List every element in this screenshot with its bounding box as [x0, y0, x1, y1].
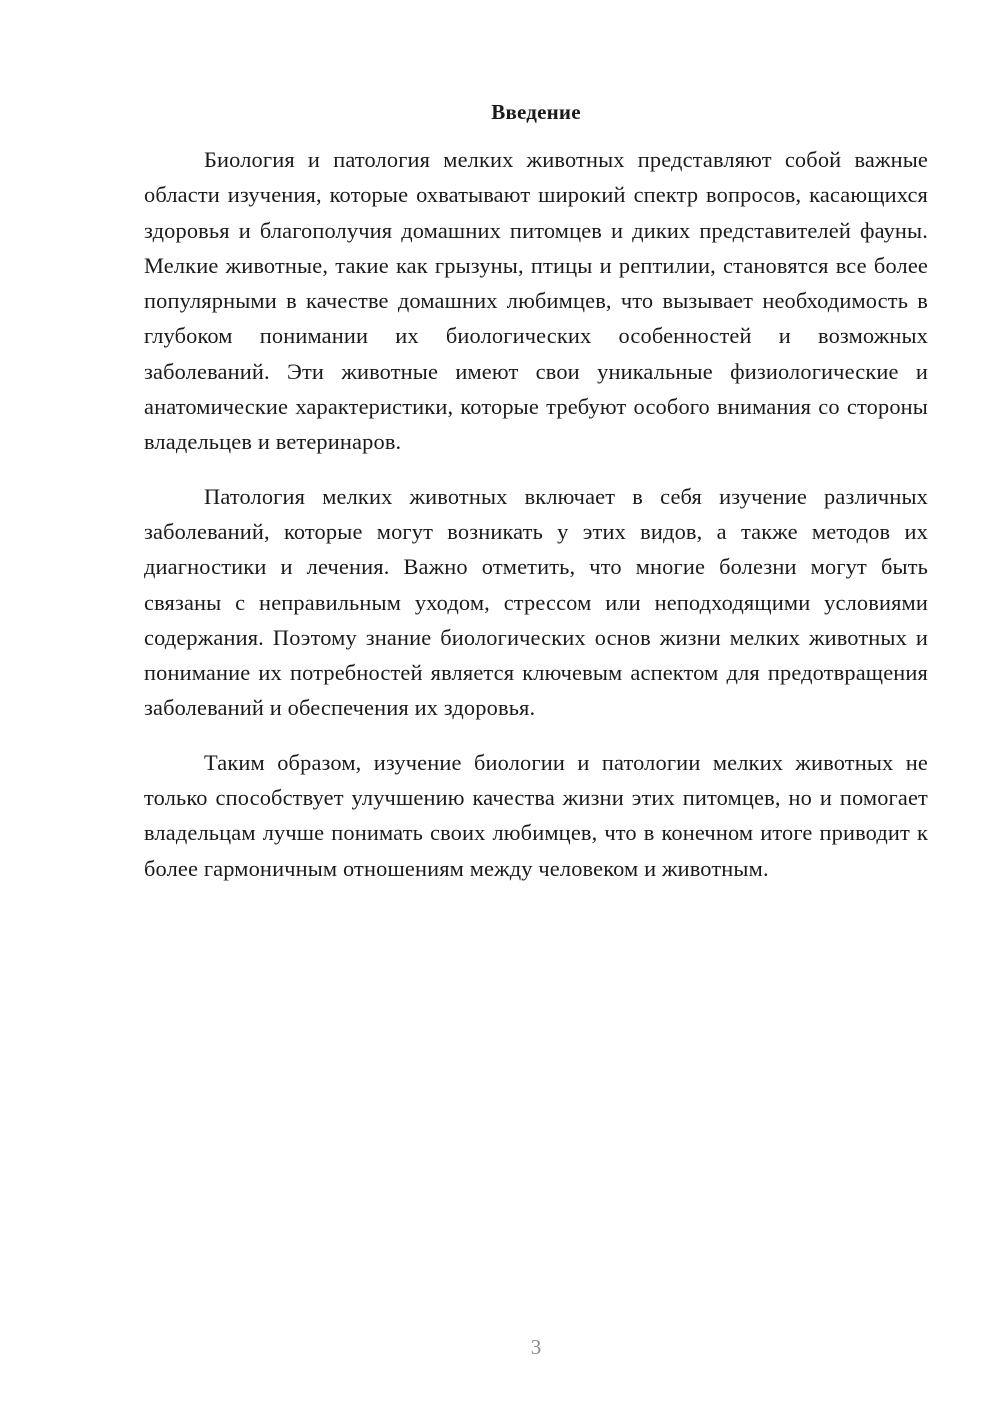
section-title: Введение: [491, 100, 581, 124]
paragraph-1: Биология и патология мелких животных представляют собой важные области изучения, которые охватывают широкий спектр вопросов, касающихся здоровья и благополучия домашних питомцев и диких представителей фауны. Мелкие животные, такие как грызуны, птицы и рептилии, становятся все более популярными в качестве домашних любимцев, что вызывает необходимость в глубоком понимании их биологических особенностей и возможных заболеваний. Эти животные имеют свои уникальные физиологические и анатомические характеристики, которые требуют особого внимания со стороны владельцев и ветеринаров.: [144, 147, 928, 455]
paragraph-3: Таким образом, изучение биологии и патологии мелких животных не только способствует улучшению качества жизни этих питомцев, но и помогает владельцам лучше понимать своих любимцев, что в конечном итоге приводит к более гармоничным отношениям между человеком и животным.: [144, 749, 928, 881]
body-text: [144, 142, 928, 886]
page-number: 3: [530, 1335, 542, 1359]
paragraph-2: Патология мелких животных включает в себя изучение различных заболеваний, которые могут возникать у этих видов, а также методов их диагностики и лечения. Важно отметить, что многие болезни могут быть связаны с неправильным уходом, стрессом или неподходящими условиями содержания. Поэтому знание биологических основ жизни мелких животных и понимание их потребностей является ключевым аспектом для предотвращения заболеваний и обеспечения их здоровья.: [144, 483, 928, 721]
